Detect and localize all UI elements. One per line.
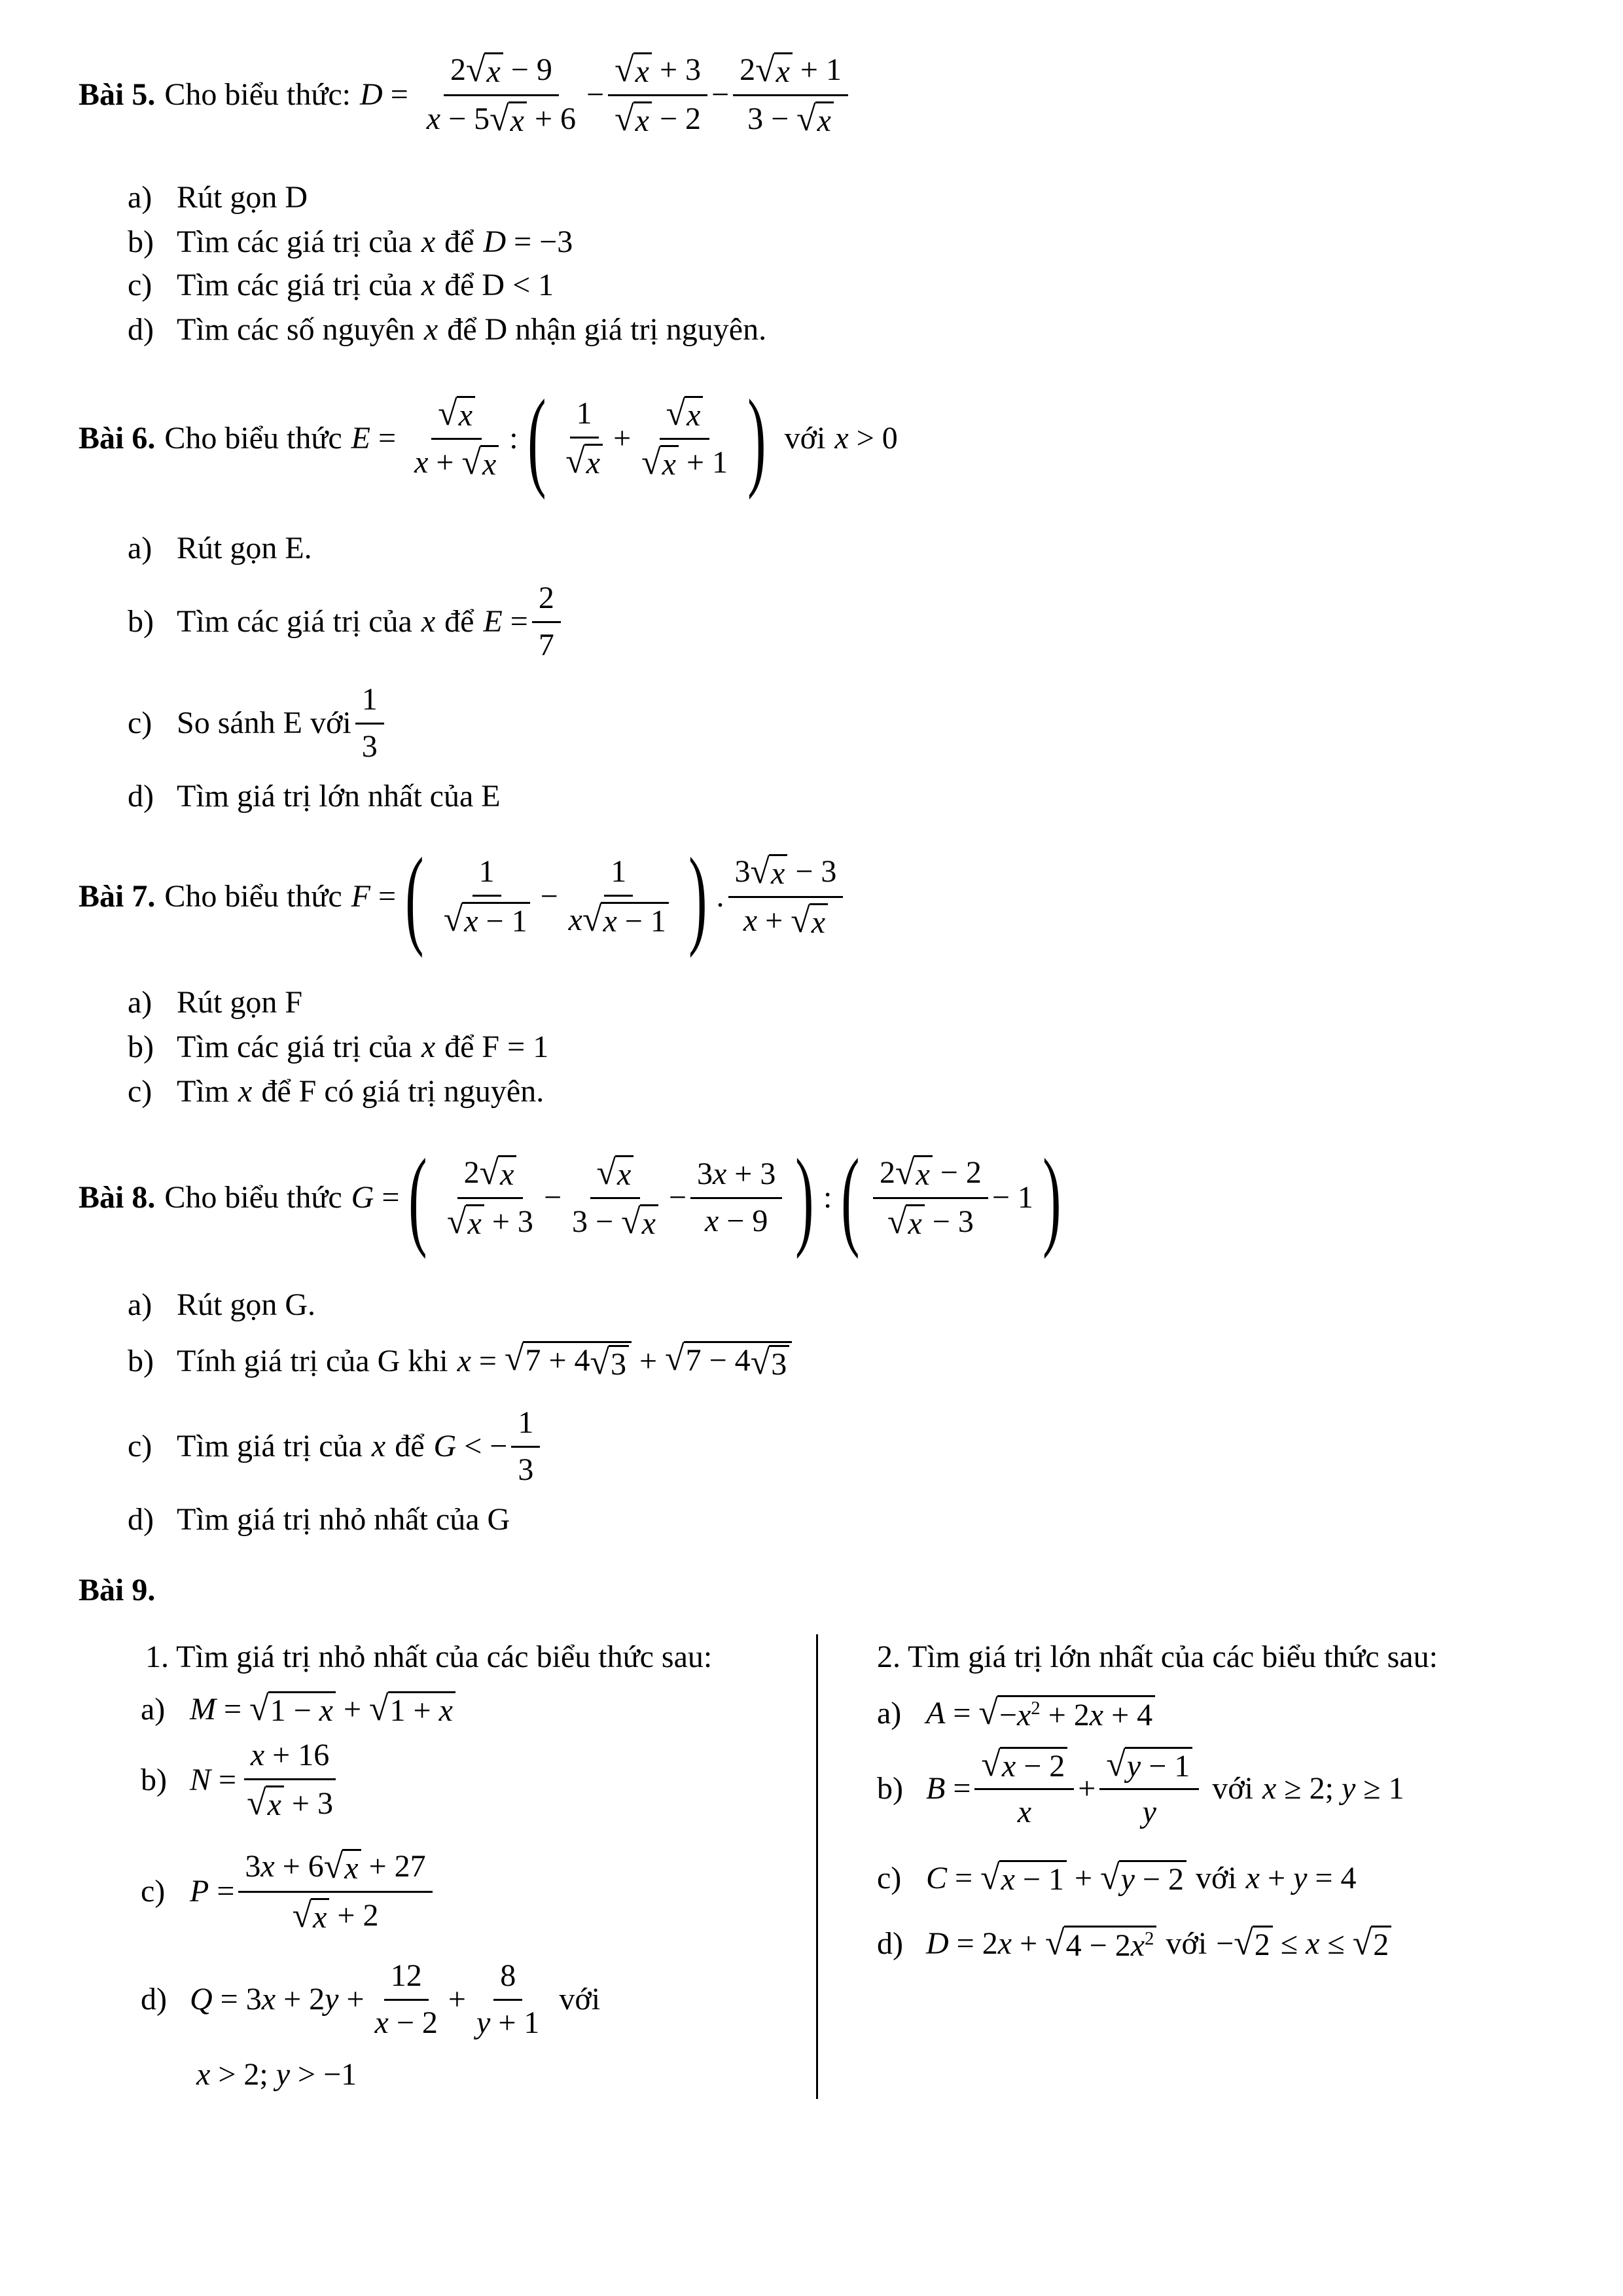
- fraction: √ x + 3 √ x − 2: [608, 52, 707, 137]
- bai7-item-a: a) Rút gọn F: [128, 985, 303, 1020]
- bai8-title: Bài 8.: [79, 1180, 156, 1215]
- fraction: √ x √ x + 1: [641, 393, 728, 482]
- bai7-title: Bài 7.: [79, 879, 156, 914]
- fraction: 1 x √ x − 1: [562, 855, 675, 938]
- fraction: 2 √ x − 9 x − 5 √ x + 6: [426, 50, 577, 138]
- bai5-item-a: a) Rút gọn D: [128, 180, 308, 215]
- fraction: √ x − 2 x: [974, 1747, 1074, 1830]
- bai9-header: [79, 1570, 155, 1611]
- bai5-item-d: d) Tìm các số nguyên x để D nhận giá trị nguyên.: [128, 312, 767, 348]
- bai9-title: Bài 9.: [79, 1573, 156, 1608]
- fraction: x + 16 √ x + 3: [240, 1738, 340, 1821]
- bai8-header: Bài 8. Cho biểu thức G = ( 2 √ x √ x + 3 − √ x 3 − √ x − 3 x + 3 x − 9 ) : ( 2 √ x − 2 √ x − 3 − 1 ): [79, 1136, 1061, 1259]
- bai9-left-a: a) M = √ 1 − x + √ 1 + x: [141, 1683, 455, 1736]
- expr-d: D: [360, 77, 383, 113]
- fraction: 8 y + 1: [476, 1958, 540, 2040]
- fraction: 3 x + 6 √ x + 27 √ x + 2: [238, 1849, 432, 1934]
- bai5-item-b: b) Tìm các giá trị của x để D = −3: [128, 224, 573, 260]
- bai7-intro: Cho biểu thức: [164, 879, 342, 914]
- fraction: 2 √ x − 2 √ x − 3: [873, 1155, 988, 1240]
- fraction: 1 √ x − 1: [437, 855, 537, 938]
- bai6-item-b: b) Tìm các giá trị của x để E = $\frac{2}{7}$: [128, 576, 565, 668]
- bai6-title: Bài 6.: [79, 421, 156, 456]
- bai8-item-b: b) Tính giá trị của G khi x = √ 7 + 4 √ 3 + √ 7 − 4 √ 3: [128, 1332, 792, 1391]
- bai7-item-c: c) Tìm x để F có giá trị nguyên.: [128, 1074, 544, 1109]
- bai9-left-d: d) Q = 3x + 2y + 12 x − 2 + 8 y + 1 với: [141, 1958, 601, 2040]
- column-divider: [816, 1634, 818, 2099]
- bai6-header: Bài 6. Cho biểu thức E = √ x x + √ x : ( 1 √ x + √ x √ x + 1 ) với x > 0: [79, 377, 898, 500]
- bai5-title: Bài 5.: [79, 77, 156, 113]
- bai9-right-c: c) C = √ x − 1 + √ y − 2 với x + y = 4: [877, 1857, 1357, 1897]
- bai8-intro: Cho biểu thức: [164, 1180, 342, 1215]
- fraction: $\frac{1}{3}$: [355, 683, 384, 764]
- bai9-left-d-condition: x > 2; y > −1: [196, 2057, 357, 2092]
- bai9-left-c: c) P = 3 x + 6 √ x + 27 √ x + 2: [141, 1846, 437, 1937]
- fraction: 2 √ x √ x + 3: [447, 1153, 533, 1241]
- bai6-item-a: a) Rút gọn E.: [128, 531, 312, 566]
- bai9-right-d: d) D = 2x + √ $4 - 2x^2$ với − √ 2 ≤ x ≤ √ 2: [877, 1918, 1391, 1970]
- bai7-item-b: b) Tìm các giá trị của x để F = 1: [128, 1030, 549, 1065]
- bai5-intro: Cho biểu thức:: [164, 77, 351, 113]
- bai9-right-b: b) B = √ x − 2 x + √ y − 1 y với x ≥ 2; y ≥ 1: [877, 1744, 1404, 1830]
- bai5-item-c: c) Tìm các giá trị của x để D < 1: [128, 268, 554, 303]
- fraction: √ x 3 − √ x: [565, 1155, 665, 1240]
- fraction: 1 √ x: [559, 397, 609, 480]
- bai9-left-b: b) N = x + 16 √ x + 3: [141, 1734, 344, 1826]
- bai5-header: Bài 5. Cho biểu thức: D = 2 √ x − 9 x − 5 √ x + 6 − √ x + 3 √ x − 2 − 2 √ x + 1 3 − √ x: [79, 36, 852, 154]
- fraction: √ y − 1 y: [1099, 1747, 1199, 1830]
- bai6-item-d: d) Tìm giá trị lớn nhất của E: [128, 779, 501, 814]
- bai8-item-a: a) Rút gọn G.: [128, 1287, 316, 1323]
- fraction: $\frac{2}{7}$: [532, 581, 561, 663]
- fraction: $\frac{1}{3}$: [511, 1406, 540, 1488]
- bai9-right-heading: 2. Tìm giá trị lớn nhất của các biểu thức sau:: [877, 1640, 1438, 1675]
- fraction: 3 √ x − 3 x + √ x: [728, 854, 844, 939]
- bai6-intro: Cho biểu thức: [164, 421, 342, 456]
- bai9-right-a: a) A = √ $-x^2 + 2x + 4$: [877, 1687, 1155, 1740]
- fraction: 3 x + 3 x − 9: [690, 1157, 782, 1239]
- bai8-item-d: d) Tìm giá trị nhỏ nhất của G: [128, 1502, 510, 1537]
- bai6-item-c: c) So sánh E với $\frac{1}{3}$: [128, 677, 388, 769]
- fraction: 2 √ x + 1 3 − √ x: [733, 52, 848, 137]
- fraction: 12 x − 2: [374, 1958, 438, 2040]
- fraction: √ x x + √ x: [408, 396, 505, 481]
- bai9-left-heading: 1. Tìm giá trị nhỏ nhất của các biểu thức sau:: [145, 1640, 713, 1675]
- bai8-item-c: c) Tìm giá trị của x để G < − $\frac{1}{3}$: [128, 1401, 544, 1492]
- bai7-header: Bài 7. Cho biểu thức F = ( 1 √ x − 1 − 1 x √ x − 1 ) . 3 √ x − 3 x + √ x: [79, 838, 847, 956]
